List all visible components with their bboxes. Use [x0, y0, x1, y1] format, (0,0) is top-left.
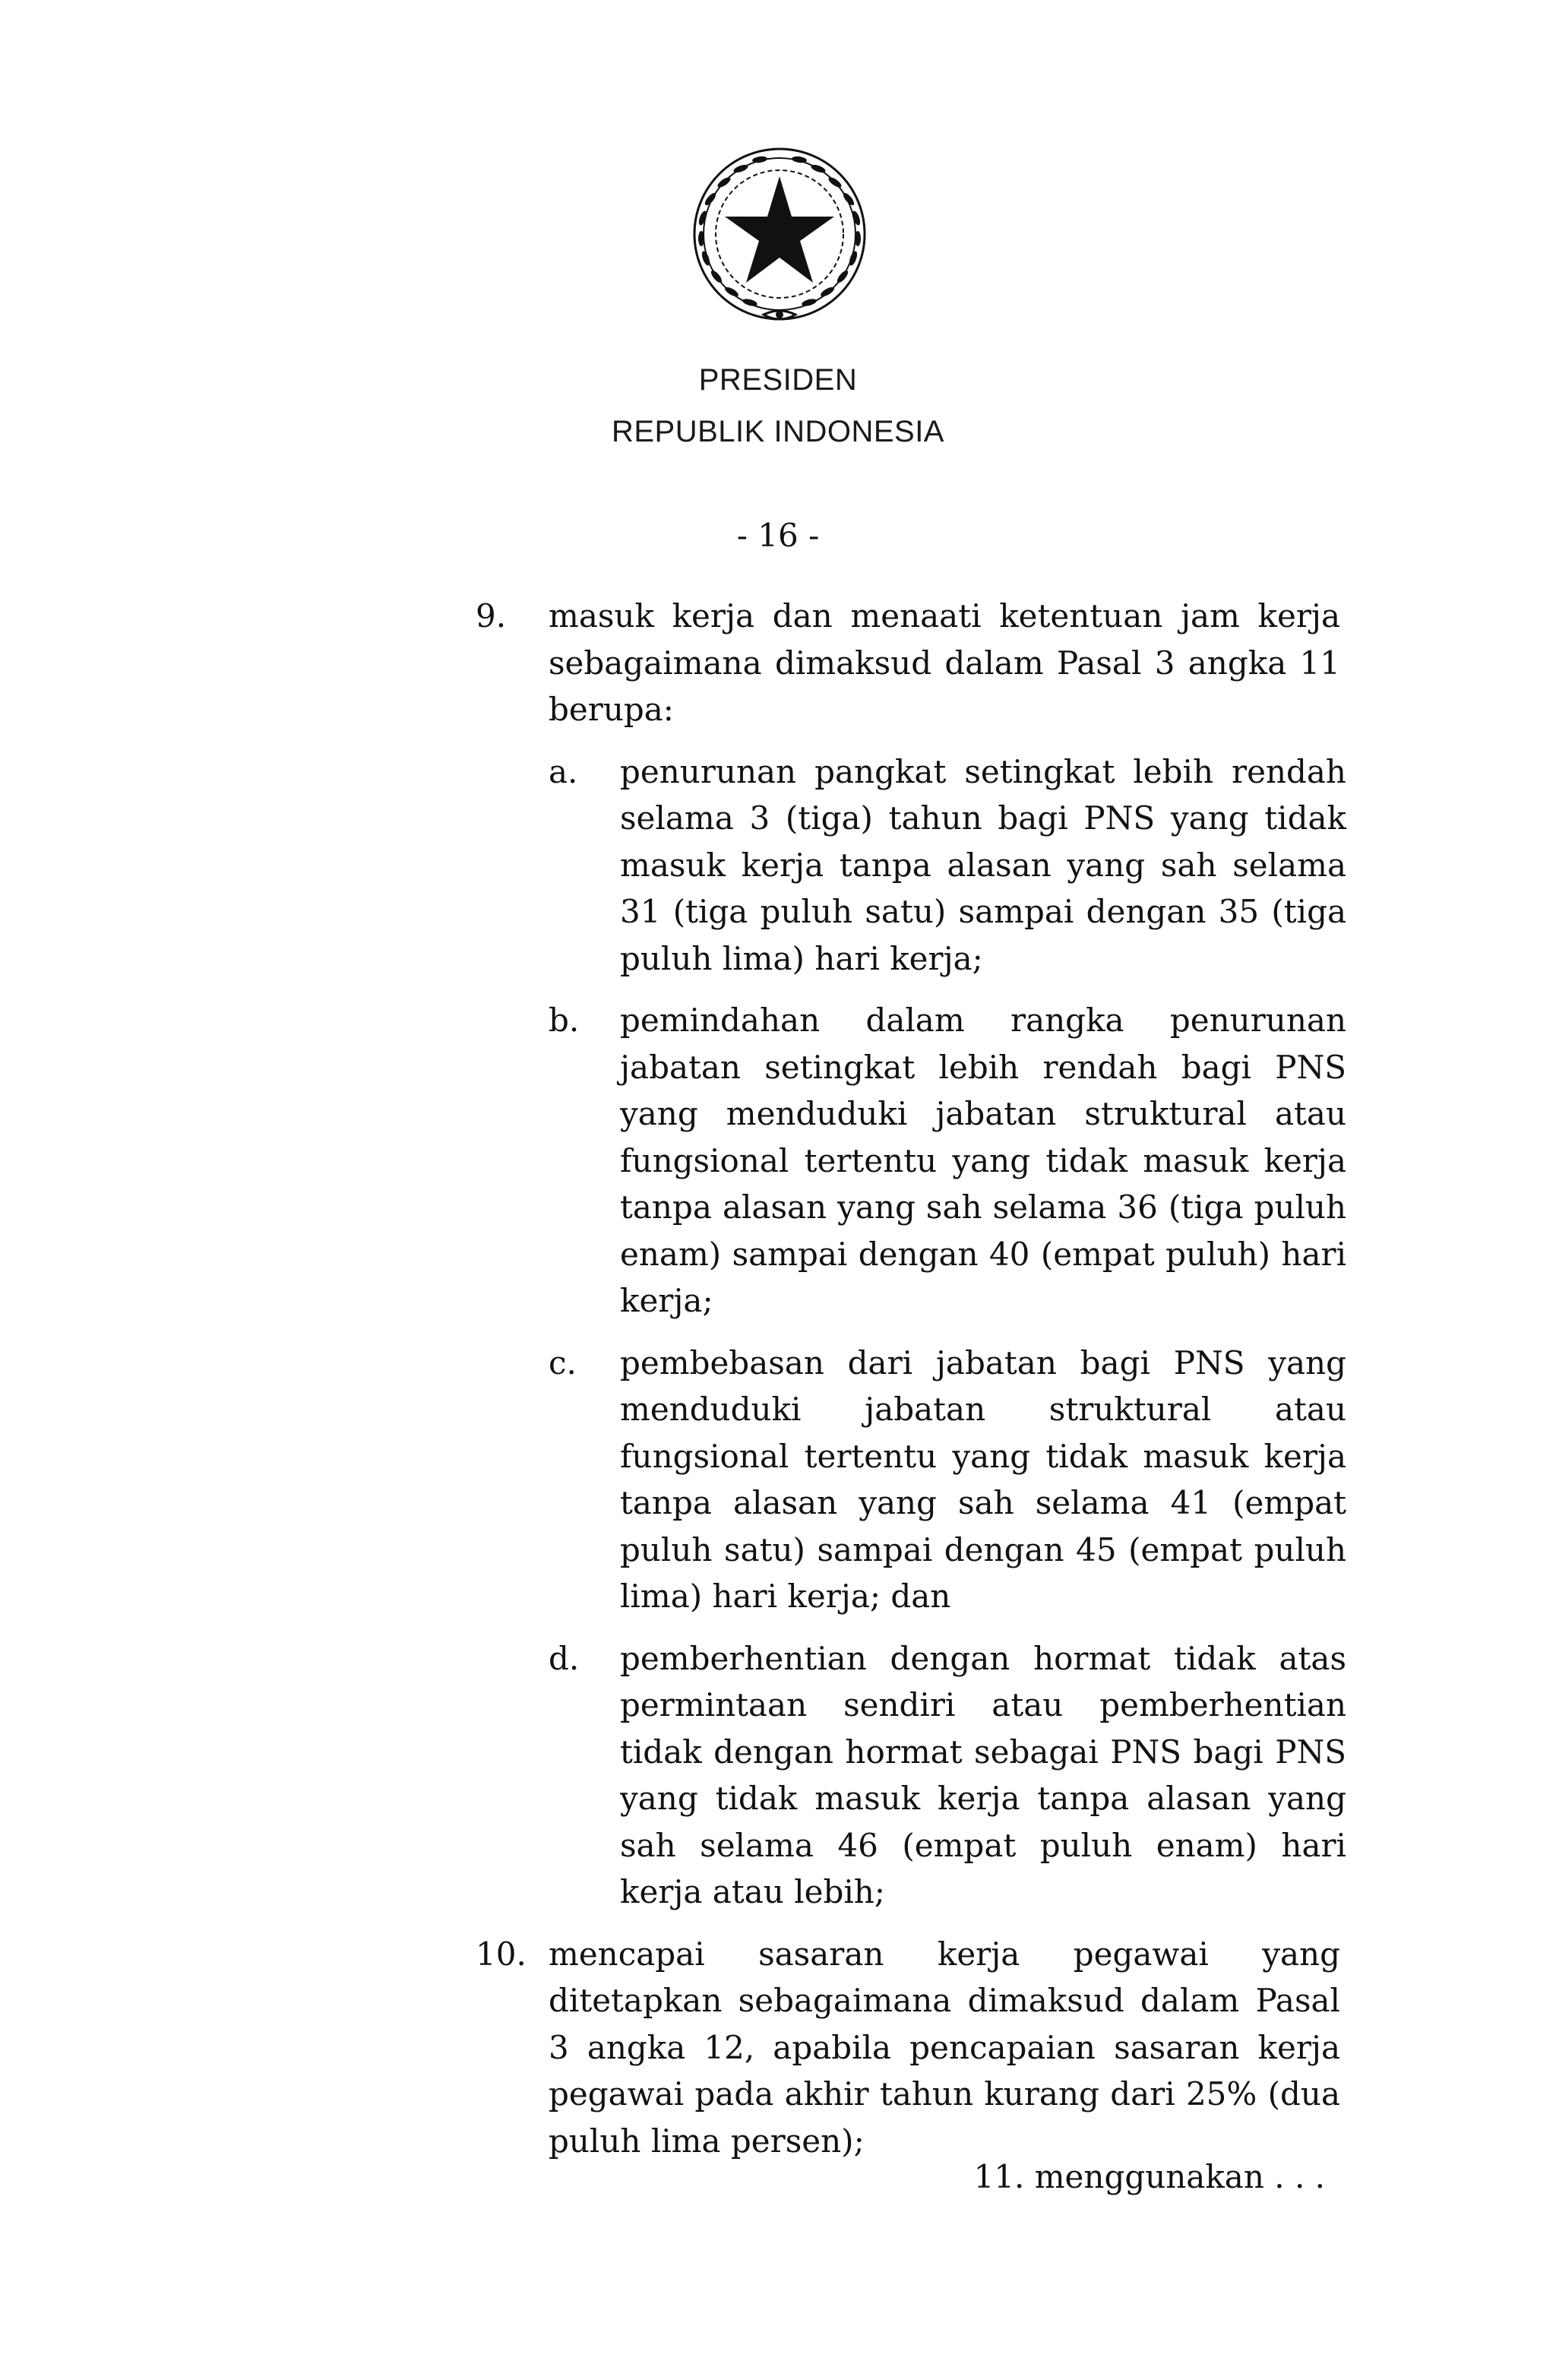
sub-item-text: pembebasan dari jabatan bagi PNS yang menduduki jabatan struktural atau fungsional tertentu yang tidak masuk kerja tanpa alasan yang sah selama 41 (empat puluh satu) sampai dengan 45 (empat puluh lima) hari kerja; dan [620, 1343, 1346, 1615]
page-number: - 16 - [736, 517, 820, 554]
sub-item-d [0, 1635, 1556, 1916]
sub-item-text: penurunan pangkat setingkat lebih rendah selama 3 (tiga) tahun bagi PNS yang tidak masuk kerja tanpa alasan yang sah selama 31 (tiga puluh satu) sampai dengan 35 (tiga puluh lima) hari kerja; [620, 752, 1346, 977]
sub-item-letter: a. [549, 752, 578, 790]
sub-list [0, 748, 1556, 1916]
sub-item-letter: c. [549, 1343, 577, 1381]
list-item-9 [0, 593, 1556, 1916]
item-text: mencapai sasaran kerja pegawai yang ditetapkan sebagaimana dimaksud dalam Pasal 3 angka 12, apabila pencapaian sasaran kerja pegawai pada akhir tahun kurang dari 25% (dua puluh lima persen); [549, 1935, 1340, 2160]
item-number: 9. [476, 597, 507, 635]
document-body [0, 593, 1556, 2164]
sub-item-text: pemberhentian dengan hormat tidak atas permintaan sendiri atau pemberhentian tidak dengan hormat sebagai PNS bagi PNS yang tidak masuk kerja tanpa alasan yang sah selama 46 (empat puluh enam) hari kerja atau lebih; [620, 1639, 1346, 1910]
list-item-10 [0, 1931, 1556, 2165]
sub-item-c [0, 1340, 1556, 1620]
sub-item-letter: b. [549, 1002, 580, 1039]
sub-item-a [0, 748, 1556, 983]
continuation-marker: 11. menggunakan . . . [973, 2158, 1325, 2195]
header-title-presiden: PRESIDEN [698, 363, 858, 397]
garuda-star-emblem-icon [680, 138, 879, 334]
item-text: masuk kerja dan menaati ketentuan jam kerja sebagaimana dimaksud dalam Pasal 3 angka 11 berupa: [549, 597, 1340, 728]
sub-item-b [0, 997, 1556, 1325]
header-title-republik: REPUBLIK INDONESIA [611, 415, 944, 448]
sub-item-letter: d. [549, 1639, 580, 1677]
sub-item-text: pemindahan dalam rangka penurunan jabatan setingkat lebih rendah bagi PNS yang menduduki jabatan struktural atau fungsional tertentu yang tidak masuk kerja tanpa alasan yang sah selama 36 (tiga puluh enam) sampai dengan 40 (empat puluh) hari kerja; [620, 1002, 1346, 1319]
item-number: 10. [476, 1935, 527, 1973]
